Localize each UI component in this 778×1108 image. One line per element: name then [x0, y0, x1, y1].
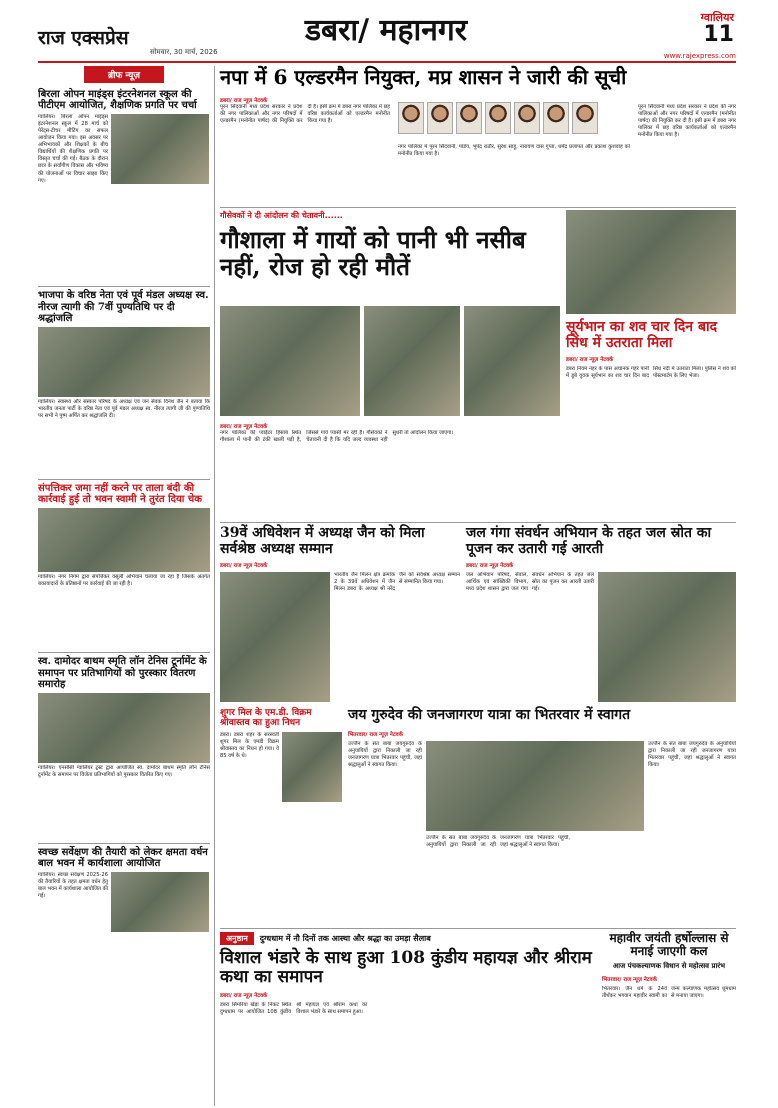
- bhandara-byline: डबरा/ राज न्यूज़ नेटवर्क: [220, 993, 268, 1000]
- mahaveer-headline: महावीर जयंती हर्षोल्लास से मनाई जाएगी कल: [609, 931, 729, 959]
- suryabhan-headline: सूर्यभान का शव चार दिन बाद सिंध में उतराता मिला: [566, 319, 717, 351]
- jain-byline: डबरा/ राज न्यूज़ नेटवर्क: [220, 563, 268, 570]
- portrait: [543, 102, 569, 134]
- jalganga-byline: डबरा/ राज न्यूज़ नेटवर्क: [466, 563, 514, 570]
- gaushala-body: नगर पालिका की प्वाईंटर हिसाब स्थित गौशाला में पानी की टंकी खाली पड़ी है, जिससे गायें प्यासी मर रही हैं। गौसेवकों ने चेतावनी दी है कि यदि जल्द व्यवस्था नहीं सुधरी तो आंदोलन किया जाएगा।: [220, 430, 454, 444]
- brief-headline: स्व. दामोदर बाथम स्मृति लॉन टेनिस टूर्नामेंट के समापन पर प्रतिभागियों को पुरस्कार वितरण समारोह: [38, 656, 207, 690]
- portrait-captions: नगर पालिका में पूरन सिंदवानी, पांडेय, भूपेंद्र राठौर, सुरेश साहू, नारायण दास गुप्ता, धर्मेंद्र प्रजापत और प्रकाश कुशवाह को मनोनीत किया गया है।: [398, 144, 630, 158]
- portrait: [572, 102, 598, 134]
- brief-item: [38, 843, 210, 952]
- city-label: ग्वालियर: [700, 11, 734, 24]
- gaushala-byline: डबरा/ राज न्यूज़ नेटवर्क: [220, 424, 268, 430]
- brief-item: [38, 89, 210, 280]
- website-url: www.rajexpress.com: [663, 52, 736, 60]
- suryabhan-story: [566, 210, 736, 520]
- brief-body: ग्वालियर। एनसीसी ग्वालियर ट्रस्ट द्वारा आयोजित स्व. दामोदर बाथम स्मृति लॉन टेनिस टूर्नामेंट के समापन पर विजेता प्रतिभागियों को पुरस्कार वितरित किए गए।: [38, 764, 210, 778]
- bhandara-tag: अनुष्ठान: [220, 932, 254, 945]
- brief-headline: भाजपा के वरिष्ठ नेता एवं पूर्व मंडल अध्यक्ष स्व. नीरज त्यागी की 7वीं पुण्यतिथि पर दी श्रद्धांजलि: [38, 290, 209, 324]
- cattle-photo: [364, 306, 460, 416]
- alderman-portraits: [398, 102, 630, 142]
- portrait: [427, 102, 453, 134]
- lead-byline: डबरा/ राज न्यूज़ नेटवर्क: [220, 98, 268, 104]
- brief-headline: संपत्तिकर जमा नहीं करने पर ताला बंदी की कार्रवाई हुई तो भवन स्वामी ने तुरंत दिया चेक: [38, 482, 202, 506]
- brief-body: ग्वालियर। बिरला ओपन माइंड्स इंटरनेशनल स्कूल में 28 मार्च को पेरेंट्स-टीचर मीटिंग का सफल आयोजन किया गया। इस अवसर पर अभिभावकों और शिक्षकों के बीच विद्यार्थियों की शैक्षणिक प्रगति पर विस्तृत चर्चा की गई। बैठक के दौरान छात्र के सर्वांगीण विकास और भविष्य की योजनाओं पर विचार साझा किए गए।: [38, 114, 108, 184]
- bhandara-story: [220, 932, 596, 1104]
- bhandara-body: डबरा सिमरिया खेड़ा के निकट स्थित दुग्धधाम पर आयोजित 108 कुंडीय श्री महायज्ञ एवं श्रीराम कथा का विशाल भंडारे के साथ समापन हुआ।: [220, 1002, 368, 1016]
- lead-headline: नपा में 6 एल्डरमैन नियुक्त, मप्र शासन ने जारी की सूची: [220, 65, 627, 89]
- section-title: डबरा/ महानगर: [304, 13, 468, 48]
- paper-name: राज एक्सप्रेस: [38, 27, 129, 49]
- gaushala-story: [220, 210, 560, 520]
- lead-story: [220, 66, 736, 206]
- brief-column: [38, 66, 210, 1106]
- jaigurudev-headline: जय गुरुदेव की जनजागरण यात्रा का भितरवार में स्वागत: [348, 707, 631, 723]
- gaushala-kicker: गौसेवकों ने दी आंदोलन की चेतावनी......: [220, 211, 343, 220]
- brief-body: ग्वालियर। नगर निगम द्वारा संपत्तिकर वसूली अभियान चलाया जा रहा है जिसके अंतर्गत बकायादारों के प्रतिष्ठानों पर कार्रवाई की जा रही है।: [38, 574, 210, 588]
- gaushala-headline: गौशाला में गायों को पानी भी नसीब नहीं, रोज हो रही मौतें: [220, 225, 526, 281]
- property-tax-photo: [38, 508, 210, 572]
- tribute-photo: [38, 327, 210, 397]
- water-source-puja-photo: [598, 572, 736, 702]
- workshop-photo: [111, 872, 209, 932]
- lead-body-continued: पूरन सिंदवानी मध्य प्रदेश सरकार ने प्रदेश की नगर पालिकाओं और नगर परिषदों में एल्डरमैन (मनोनीत पार्षद) की नियुक्ति कर दी है। इसी क्रम में डबरा नगर पालिका में छह वरिष्ठ कार्यकर्ताओं को एल्डरमैन मनोनीत किया गया है।: [638, 104, 736, 139]
- masthead-rule: [38, 61, 736, 63]
- jalganga-story: [466, 526, 736, 704]
- portrait: [398, 102, 424, 134]
- jalganga-body: जल अभियान परिषद, सेवाल, आर्थिक एवं सांख्यिकी विभाग, मध्य प्रदेश शासन द्वारा जल गंगा संवर्धन अभियान के तहत जल स्रोत का पूजन कर आरती उतारी गई।: [466, 572, 594, 593]
- mahaveer-body: भितरवार। जैन धर्म के 24वें तीर्थंकर भगवान महावीर स्वामी का जन्म कल्याणक महोत्सव धूमधाम से मनाया जाएगा।: [602, 985, 736, 999]
- bhandara-kicker: दुग्धधाम में नौ दिनों तक आस्था और श्रद्धा का उमड़ा सैलाब: [259, 934, 431, 943]
- jaigurudev-body-continued: उज्जैन के संत बाबा जयगुरुदेव के अनुयायियों द्वारा निकाली जा रही जनजागरण यात्रा भितरवार पहुंची, जहां श्रद्धालुओं ने स्वागत किया।: [426, 834, 570, 848]
- brief-item: [38, 479, 210, 648]
- brief-item: [38, 286, 210, 475]
- page-number: 11: [703, 22, 734, 47]
- brief-body: ग्वालियर। स्वच्छ सर्वेक्षण 2025-26 की तैयारियों के तहत क्षमता वर्धन हेतु बाल भवन में कार्यशाला आयोजित की गई।: [38, 872, 108, 900]
- portrait: [485, 102, 511, 134]
- shugar-headline: शुगर मिल के एम.डी. विक्रम श्रीवास्तव का हुआ निधन: [220, 708, 312, 729]
- portrait: [456, 102, 482, 134]
- jain-headline: 39वें अधिवेशन में अध्यक्ष जैन को मिला सर्वश्रेष्ठ अध्यक्ष सम्मान: [220, 525, 425, 557]
- masthead: [0, 0, 778, 62]
- brief-body: ग्वालियर। स्वास्थ्य और संस्कार परिषद के अध्यक्ष एवं जन सेवक दिनेश जैन ने बताया कि भारतीय जनता पार्टी के वरिष्ठ नेता एवं पूर्व मंडल अध्यक्ष स्व. नीरज त्यागी जी की पुण्यतिथि पर सभी ने पुष्प अर्पित कर श्रद्धांजलि दी।: [38, 398, 210, 419]
- section-divider: [220, 522, 736, 523]
- jaigurudev-body-side: उज्जैन के संत बाबा जयगुरुदेव के अनुयायियों द्वारा निकाली जा रही जनजागरण यात्रा भितरवार पहुंची, जहां श्रद्धालुओं ने स्वागत किया।: [648, 740, 736, 768]
- mahaveer-story: [602, 932, 736, 1104]
- mahaveer-byline: भितरवार/ राज न्यूज़ नेटवर्क: [602, 976, 657, 983]
- award-photo: [220, 572, 330, 702]
- jalganga-headline: जल गंगा संवर्धन अभियान के तहत जल स्रोत का पूजन कर उतारी गई आरती: [466, 525, 712, 557]
- suryabhan-body: डबरा नियम नहर के पास अचानक गहरे पानी में डूबे युवक सूर्यभान का शव चार दिन बाद सिंध नदी में उतराता मिला। पुलिस ने शव को पोस्टमार्टम के लिए भेजा।: [566, 366, 736, 380]
- mahaveer-subhead: आज पंचकल्याणक विधान से महोत्सव प्रारंभ: [612, 961, 726, 970]
- riverbank-photo: [566, 210, 736, 314]
- portrait: [514, 102, 540, 134]
- brief-headline: स्वच्छ सर्वेक्षण की तैयारी को लेकर क्षमता वर्धन बाल भवन में कार्यशाला आयोजित: [38, 846, 208, 870]
- obituary-portrait: [282, 732, 342, 802]
- jain-story: [220, 526, 460, 704]
- brief-label: ब्रीफ न्यूज़: [84, 66, 164, 83]
- issue-date: सोमवार, 30 मार्च, 2026: [150, 48, 218, 56]
- lead-body: पूरन सिंदवानी मध्य प्रदेश सरकार ने प्रदेश की नगर पालिकाओं और नगर परिषदों में एल्डरमैन (मनोनीत पार्षद) की नियुक्ति कर दी है। इसी क्रम में डबरा नगर पालिका में छह वरिष्ठ कार्यकर्ताओं को एल्डरमैन मनोनीत किया गया है।: [220, 104, 390, 125]
- jain-body: भारतीय जैन मिलन क्षेत्र क्रमांक 2 के 39वें अधिवेशन में जैन मिलन डबरा के अध्यक्ष श्री नरेंद्र जैन को सर्वश्रेष्ठ अध्यक्ष सम्मान से सम्मानित किया गया।: [334, 572, 460, 593]
- section-divider: [220, 207, 736, 208]
- section-divider: [220, 928, 736, 929]
- school-event-photo: [111, 114, 209, 184]
- jaigurudev-body: उज्जैन के संत बाबा जयगुरुदेव के अनुयायियों द्वारा निकाली जा रही जनजागरण यात्रा भितरवार पहुंची, जहां श्रद्धालुओं ने स्वागत किया।: [348, 740, 422, 768]
- suryabhan-byline: डबरा/ राज न्यूज़ नेटवर्क: [566, 357, 614, 364]
- column-divider: [214, 66, 215, 1106]
- shugar-body: डबरा। डबरा शहर के सरस्वती शुगर मिल के एमडी विक्रम श्रीवास्तव का निधन हो गया। वे 85 वर्ष के थे।: [220, 732, 279, 760]
- brief-headline: बिरला ओपन माइंड्स इंटरनेशनल स्कूल की पीटीएम आयोजित, शैक्षणिक प्रगति पर चर्चा: [38, 89, 197, 112]
- procession-photo: [426, 741, 644, 831]
- water-tank-photo: [464, 306, 560, 416]
- shugar-story: [220, 708, 342, 926]
- tennis-award-photo: [38, 693, 210, 763]
- bhandara-headline: विशाल भंडारे के साथ हुआ 108 कुंडीय महायज्ञ और श्रीराम कथा का समापन: [220, 948, 592, 988]
- brief-item: [38, 652, 210, 839]
- cattle-photo: [220, 306, 360, 416]
- jaigurudev-byline: भितरवार/ राज न्यूज़ नेटवर्क: [348, 731, 403, 738]
- jaigurudev-story: [348, 708, 736, 926]
